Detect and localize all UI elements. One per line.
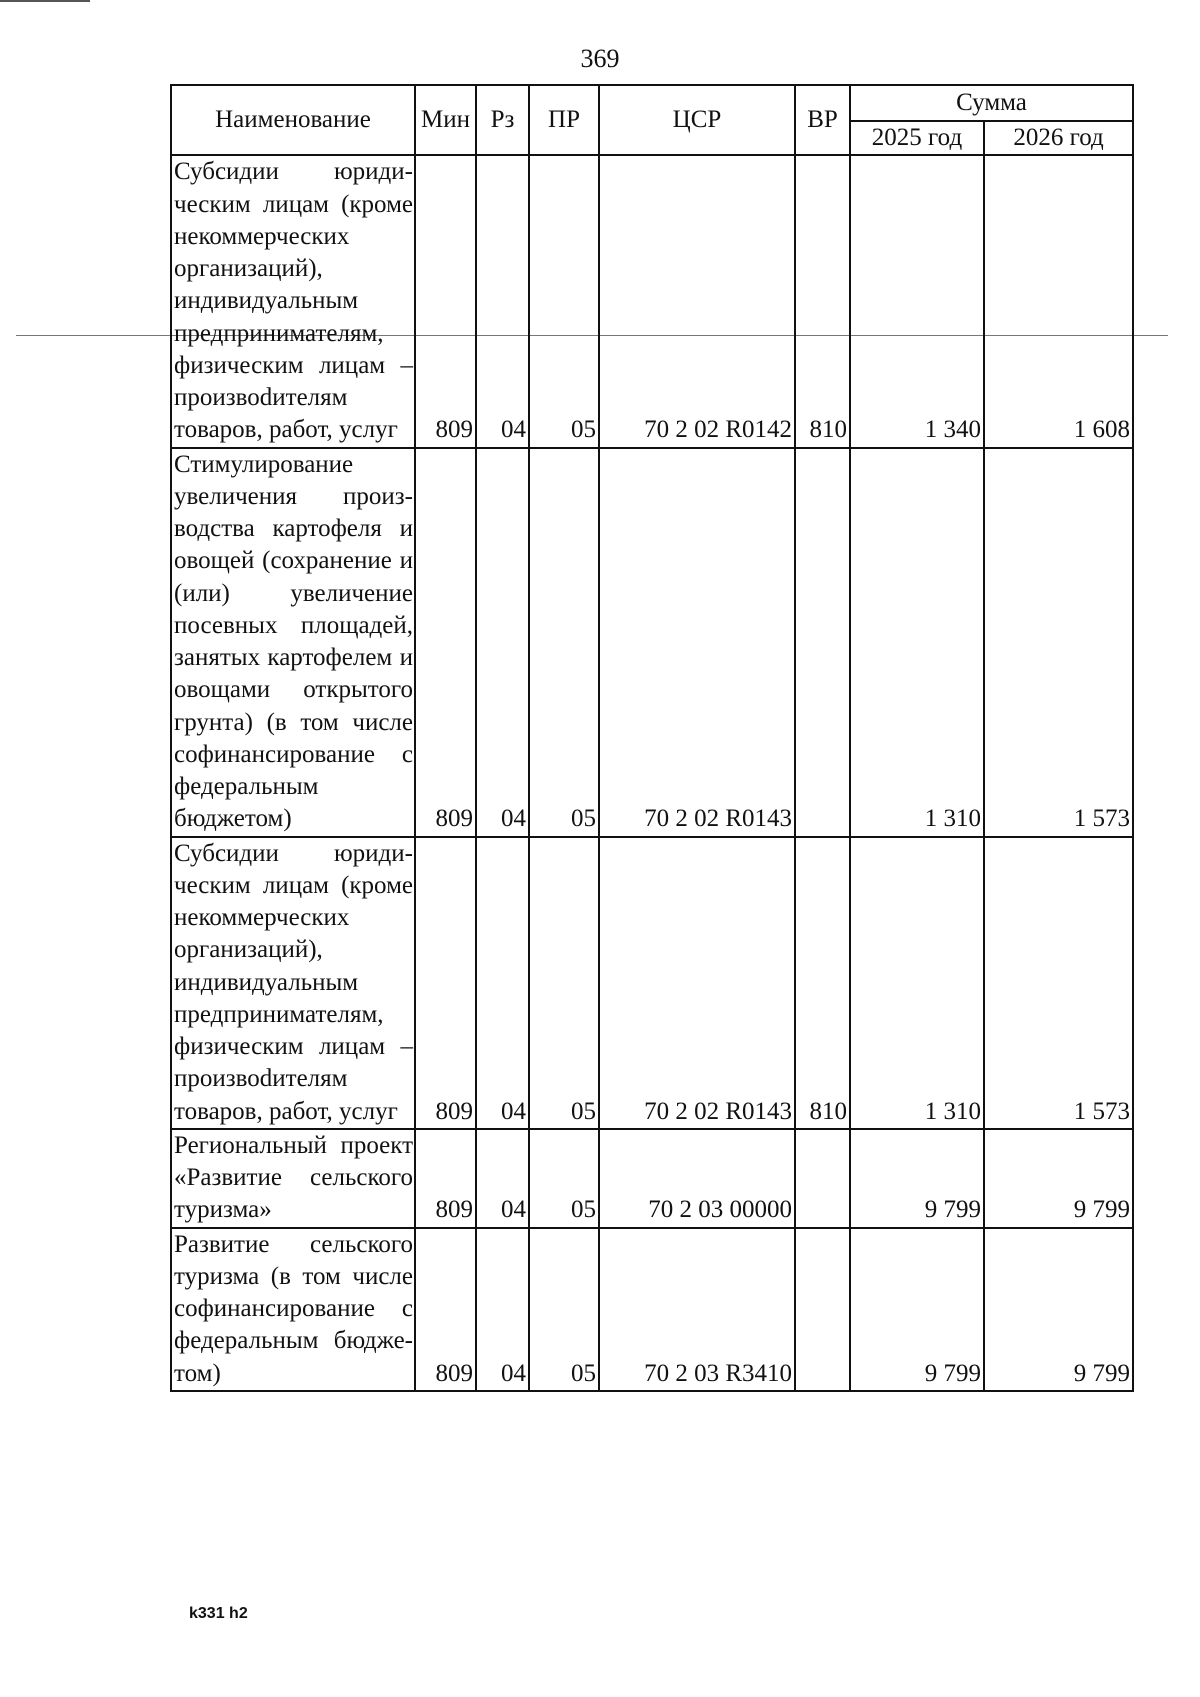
row-sum-2025: 9 799 [850, 1228, 984, 1391]
row-pr: 05 [529, 448, 599, 837]
row-sum-2026: 9 799 [984, 1129, 1133, 1228]
header-csr: ЦСР [599, 85, 795, 155]
table-row [171, 1129, 1133, 1228]
header-rz: Рз [476, 85, 529, 155]
row-csr: 70 2 02 R0142 [599, 155, 795, 447]
row-name: Стимулирование увеличения производства картофеля и овощей (сохранение и (или) увеличение посевных площадей, занятых картофелем и овощами открытого грунта) (в том числе софинансирование с федеральным бюджетом) [171, 448, 415, 837]
header-min: Мин [415, 85, 476, 155]
row-csr: 70 2 03 R3410 [599, 1228, 795, 1391]
row-min: 809 [415, 155, 476, 447]
header-vr: ВР [795, 85, 850, 155]
row-vr [795, 1129, 850, 1228]
row-name: Субсидии юридическим лицам (кроме некоммерческих организаций), индивидуальным предпринимателям, физическим лицам – произвоdителям товаров, работ, услуг [171, 155, 415, 447]
row-csr: 70 2 03 00000 [599, 1129, 795, 1228]
row-pr: 05 [529, 837, 599, 1129]
table-row [171, 448, 1133, 837]
row-sum-2026: 9 799 [984, 1228, 1133, 1391]
header-pr: ПР [529, 85, 599, 155]
row-name: Региональный проект «Развитие сельского туризма» [171, 1129, 415, 1228]
row-sum-2026: 1 573 [984, 448, 1133, 837]
row-vr: 810 [795, 837, 850, 1129]
table-row [171, 155, 1133, 447]
table-row [171, 1228, 1133, 1391]
row-sum-2025: 9 799 [850, 1129, 984, 1228]
row-vr [795, 448, 850, 837]
row-vr [795, 1228, 850, 1391]
row-rz: 04 [476, 155, 529, 447]
table-row [171, 837, 1133, 1129]
row-csr: 70 2 02 R0143 [599, 837, 795, 1129]
footer-code: k331 h2 [189, 1605, 248, 1622]
table-body [171, 155, 1133, 1391]
table-header [171, 85, 1133, 155]
row-min: 809 [415, 1129, 476, 1228]
row-sum-2025: 1 340 [850, 155, 984, 447]
row-name: Субсидии юридическим лицам (кроме некоммерческих организаций), индивидуальным предпринимателям, физическим лицам – произвоdителям товаров, работ, услуг [171, 837, 415, 1129]
row-rz: 04 [476, 1228, 529, 1391]
row-sum-2026: 1 573 [984, 837, 1133, 1129]
row-sum-2025: 1 310 [850, 837, 984, 1129]
row-vr: 810 [795, 155, 850, 447]
row-min: 809 [415, 837, 476, 1129]
row-rz: 04 [476, 448, 529, 837]
row-rz: 04 [476, 837, 529, 1129]
row-pr: 05 [529, 1129, 599, 1228]
budget-table [170, 84, 1134, 1392]
row-min: 809 [415, 448, 476, 837]
row-rz: 04 [476, 1129, 529, 1228]
row-min: 809 [415, 1228, 476, 1391]
header-year-2026: 2026 год [984, 121, 1133, 155]
row-sum-2026: 1 608 [984, 155, 1133, 447]
row-name: Развитие сельского туризма (в том числе софинансирование с федеральным бюджетом) [171, 1228, 415, 1391]
scan-artifact-line [0, 0, 90, 2]
page-number: 369 [580, 44, 620, 73]
header-name: Наименование [171, 85, 415, 155]
row-csr: 70 2 02 R0143 [599, 448, 795, 837]
row-pr: 05 [529, 155, 599, 447]
row-sum-2025: 1 310 [850, 448, 984, 837]
row-pr: 05 [529, 1228, 599, 1391]
header-year-2025: 2025 год [850, 121, 984, 155]
header-sum: Сумма [850, 85, 1133, 121]
